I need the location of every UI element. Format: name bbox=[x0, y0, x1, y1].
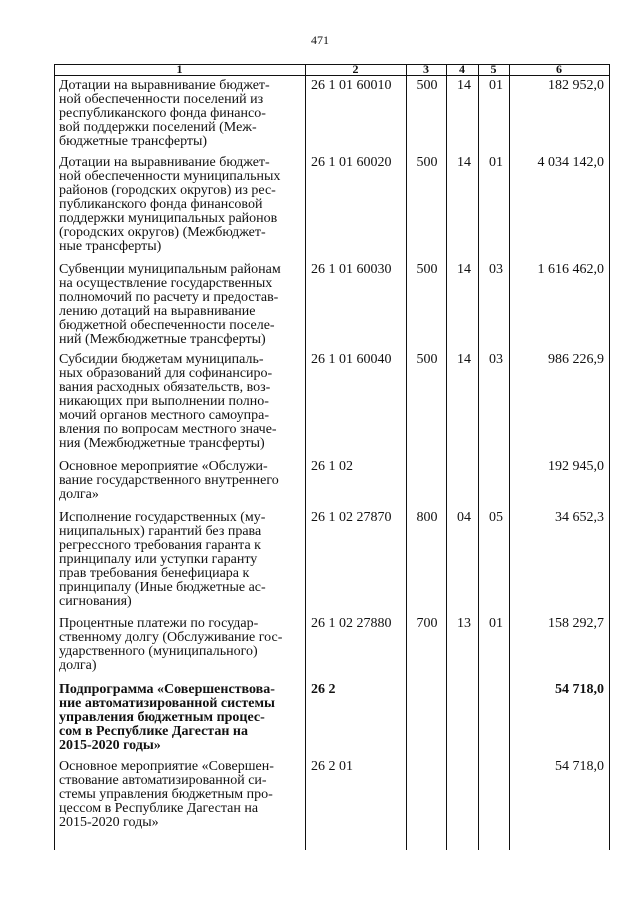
row-2-col-3: 500 bbox=[416, 155, 438, 170]
header-col-5: 5 bbox=[490, 62, 497, 76]
column-border bbox=[305, 64, 306, 850]
header-col-6: 6 bbox=[556, 62, 562, 76]
row-4-code: 26 1 01 60040 bbox=[311, 352, 392, 367]
row-6-col-3: 800 bbox=[416, 510, 438, 525]
row-4-col-5: 03 bbox=[489, 352, 503, 367]
row-4-name: Субсидии бюджетам муниципаль- ных образований для софинансиро- вания расходных обязательств, воз- никающих при выполнении полно- мочий органов местного самоупра- вления по вопросам местного значе- ния (Межбюджетные трансферты) bbox=[59, 352, 277, 451]
row-3-amount: 1 616 462,0 bbox=[537, 262, 604, 277]
row-6-amount: 34 652,3 bbox=[555, 510, 604, 525]
header-col-3: 3 bbox=[423, 62, 429, 76]
row-6-col-5: 05 bbox=[489, 510, 503, 525]
row-7-col-3: 700 bbox=[416, 616, 438, 631]
row-4-col-4: 14 bbox=[457, 352, 471, 367]
row-9-amount: 54 718,0 bbox=[555, 759, 604, 774]
budget-table bbox=[54, 64, 610, 850]
column-border bbox=[609, 64, 610, 850]
row-1-col-5: 01 bbox=[489, 78, 503, 93]
column-border bbox=[446, 64, 447, 850]
row-2-col-5: 01 bbox=[489, 155, 503, 170]
row-1-name: Дотации на выравнивание бюджет- ной обеспеченности поселений из республиканского фонда финансо- вой поддержки поселений (Меж- бюджетные трансферты) bbox=[59, 78, 270, 149]
row-5-code: 26 1 02 bbox=[311, 459, 353, 474]
row-3-col-3: 500 bbox=[416, 262, 438, 277]
row-4-amount: 986 226,9 bbox=[548, 352, 604, 367]
row-3-col-4: 14 bbox=[457, 262, 471, 277]
row-1-code: 26 1 01 60010 bbox=[311, 78, 392, 93]
column-border bbox=[478, 64, 479, 850]
row-3-name: Субвенции муниципальным районам на осуществление государственных полномочий по расчету и предостав- лению дотаций на выравнивание бюджетной обеспеченности поселе- ний (Межбюджетные трансферты) bbox=[59, 262, 281, 347]
row-7-amount: 158 292,7 bbox=[548, 616, 604, 631]
column-border bbox=[509, 64, 510, 850]
row-7-name: Процентные платежи по государ- ственному долгу (Обслуживание гос- ударственного (муниципального) долга) bbox=[59, 616, 283, 673]
header-bottom-border bbox=[54, 75, 610, 76]
row-1-amount: 182 952,0 bbox=[548, 78, 604, 93]
column-border bbox=[54, 64, 55, 850]
row-8-amount: 54 718,0 bbox=[555, 682, 604, 697]
row-6-name: Исполнение государственных (му- ниципальных) гарантий без права регрессного требования гаранта к принципалу или уступки гаранту прав требования бенефициара к принципалу (Иные бюджетные ас- сигнования) bbox=[59, 510, 266, 609]
page-number: 471 bbox=[311, 33, 329, 47]
row-2-name: Дотации на выравнивание бюджет- ной обеспеченности муниципальных районов (городских округов) из рес- публиканского фонда финансовой поддержки муниципальных районов (городских округов) (Межбюджет- ные трансферты) bbox=[59, 155, 281, 254]
row-1-col-4: 14 bbox=[457, 78, 471, 93]
row-7-code: 26 1 02 27880 bbox=[311, 616, 392, 631]
row-9-name: Основное мероприятие «Совершен- ствование автоматизированной си- стемы управления бюджетным про- цессом в Республике Дагестан на 2015-2020 годы» bbox=[59, 759, 274, 830]
row-7-col-5: 01 bbox=[489, 616, 503, 631]
row-6-col-4: 04 bbox=[457, 510, 471, 525]
row-2-code: 26 1 01 60020 bbox=[311, 155, 392, 170]
row-4-col-3: 500 bbox=[416, 352, 438, 367]
row-9-code: 26 2 01 bbox=[311, 759, 353, 774]
row-5-name: Основное мероприятие «Обслужи- вание государственного внутреннего долга» bbox=[59, 459, 279, 502]
row-6-code: 26 1 02 27870 bbox=[311, 510, 392, 525]
row-8-name: Подпрограмма «Совершенствова- ние автоматизированной системы управления бюджетным процес- сом в Республике Дагестан на 2015-2020 годы» bbox=[59, 682, 275, 753]
row-2-amount: 4 034 142,0 bbox=[537, 155, 604, 170]
header-col-4: 4 bbox=[459, 62, 465, 76]
column-border bbox=[406, 64, 407, 850]
row-2-col-4: 14 bbox=[457, 155, 471, 170]
row-3-col-5: 03 bbox=[489, 262, 503, 277]
row-3-code: 26 1 01 60030 bbox=[311, 262, 392, 277]
header-col-2: 2 bbox=[352, 62, 359, 76]
row-1-col-3: 500 bbox=[416, 78, 438, 93]
row-8-code: 26 2 bbox=[311, 682, 336, 697]
header-col-1: 1 bbox=[176, 62, 183, 76]
row-5-amount: 192 945,0 bbox=[548, 459, 604, 474]
row-7-col-4: 13 bbox=[457, 616, 471, 631]
